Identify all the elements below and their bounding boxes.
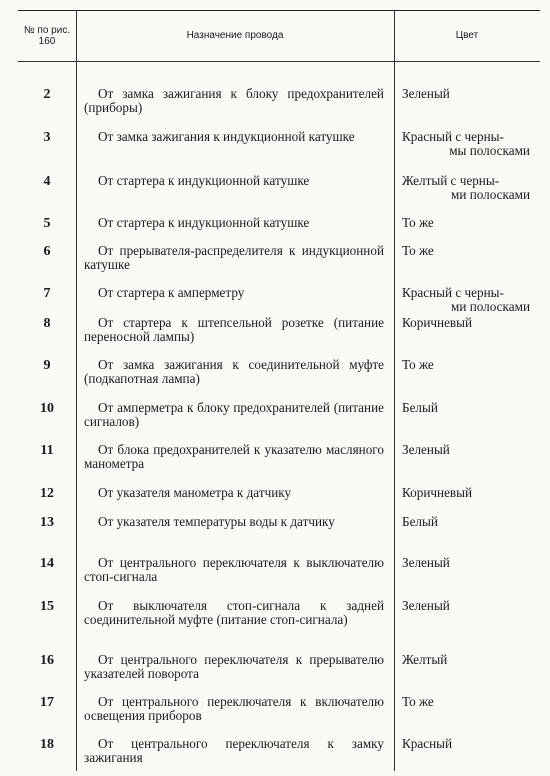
row-color xyxy=(402,486,536,500)
row-color xyxy=(402,653,536,667)
row-color xyxy=(402,174,536,202)
document-page xyxy=(18,10,540,770)
color-line: Белый xyxy=(402,400,438,415)
row-purpose: От центрального переключателя к замку зажигания xyxy=(84,736,384,765)
color-line: Зеленый xyxy=(402,86,450,101)
row-color xyxy=(402,556,536,570)
color-line: То же xyxy=(402,243,434,258)
header-divider xyxy=(18,61,540,62)
color-line: Желтый с черны- xyxy=(402,173,500,188)
row-purpose: От амперметра к блоку предохранителей (питание сигналов) xyxy=(84,400,384,429)
color-line: Коричневый xyxy=(402,485,473,500)
row-purpose: От выключателя стоп-сигнала к задней соединительной муфте (питание стоп-сигнала) xyxy=(84,598,384,627)
row-number: 12 xyxy=(40,486,54,501)
row-number: 18 xyxy=(40,737,54,752)
row-number: 10 xyxy=(40,401,54,416)
row-purpose: От центрального переключателя к выключателю стоп-сигнала xyxy=(84,555,384,584)
header-color: Цвет xyxy=(455,30,479,42)
row-purpose: От прерывателя-распределителя к индукционной катушке xyxy=(84,243,384,272)
color-line: Желтый xyxy=(402,652,448,667)
row-number: 17 xyxy=(40,695,54,710)
row-purpose: От замка зажигания к соединительной муфте (подкапотная лампа) xyxy=(84,357,384,386)
row-number: 11 xyxy=(40,443,54,458)
row-purpose: От замка зажигания к индукционной катушке xyxy=(98,129,355,144)
color-line-2: ми полосками xyxy=(451,299,530,314)
row-number: 9 xyxy=(43,358,51,373)
row-color xyxy=(402,316,536,330)
row-color xyxy=(402,286,536,314)
row-purpose: От центрального переключателя к прерывателю указателей поворота xyxy=(84,652,384,681)
color-line: То же xyxy=(402,694,434,709)
row-number: 3 xyxy=(43,130,51,145)
color-line-2: мы полосками xyxy=(449,143,530,158)
row-purpose: От блока предохранителей к указателю масляного манометра xyxy=(84,442,384,471)
row-number: 16 xyxy=(40,653,54,668)
color-line: Коричневый xyxy=(402,315,473,330)
header-number: № по рис. 160 xyxy=(23,24,71,47)
color-line: То же xyxy=(402,357,434,372)
wire-table xyxy=(18,10,540,771)
row-color xyxy=(402,737,536,751)
row-color xyxy=(402,443,536,457)
color-line: Красный с черны- xyxy=(402,129,504,144)
row-color xyxy=(402,358,536,372)
row-purpose: От замка зажигания к блоку предохранителей (приборы) xyxy=(84,86,384,115)
row-color xyxy=(402,695,536,709)
row-color xyxy=(402,599,536,613)
row-purpose: От стартера к штепсельной розетке (питание переносной лампы) xyxy=(84,315,384,344)
row-number: 13 xyxy=(40,515,54,530)
header-purpose: Назначение провода xyxy=(186,30,284,42)
color-line: Зеленый xyxy=(402,555,450,570)
row-color xyxy=(402,401,536,415)
row-color xyxy=(402,216,536,230)
row-purpose: От указателя манометра к датчику xyxy=(98,485,292,500)
row-purpose: От стартера к индукционной катушке xyxy=(98,173,310,188)
row-purpose: От стартера к амперметру xyxy=(98,285,245,300)
column-divider xyxy=(394,11,395,771)
color-line: Белый xyxy=(402,514,438,529)
row-number: 6 xyxy=(43,244,51,259)
row-purpose: От центрального переключателя к включателю освещения приборов xyxy=(84,694,384,723)
row-number: 5 xyxy=(43,216,51,231)
color-line-2: ми полосками xyxy=(451,187,530,202)
color-line: Красный xyxy=(402,736,453,751)
row-color xyxy=(402,244,536,258)
row-number: 4 xyxy=(43,174,51,189)
color-line: Зеленый xyxy=(402,442,450,457)
row-color xyxy=(402,130,536,158)
column-divider xyxy=(76,11,77,771)
row-purpose: От указателя температуры воды к датчику xyxy=(98,514,335,529)
row-color xyxy=(402,87,536,101)
row-number: 14 xyxy=(40,556,54,571)
row-number: 7 xyxy=(43,286,51,301)
color-line: То же xyxy=(402,215,434,230)
row-number: 8 xyxy=(43,316,51,331)
row-purpose: От стартера к индукционной катушке xyxy=(98,215,310,230)
row-color xyxy=(402,515,536,529)
row-number: 15 xyxy=(40,599,54,614)
color-line: Зеленый xyxy=(402,598,450,613)
row-number: 2 xyxy=(43,87,51,102)
color-line: Красный с черны- xyxy=(402,285,504,300)
